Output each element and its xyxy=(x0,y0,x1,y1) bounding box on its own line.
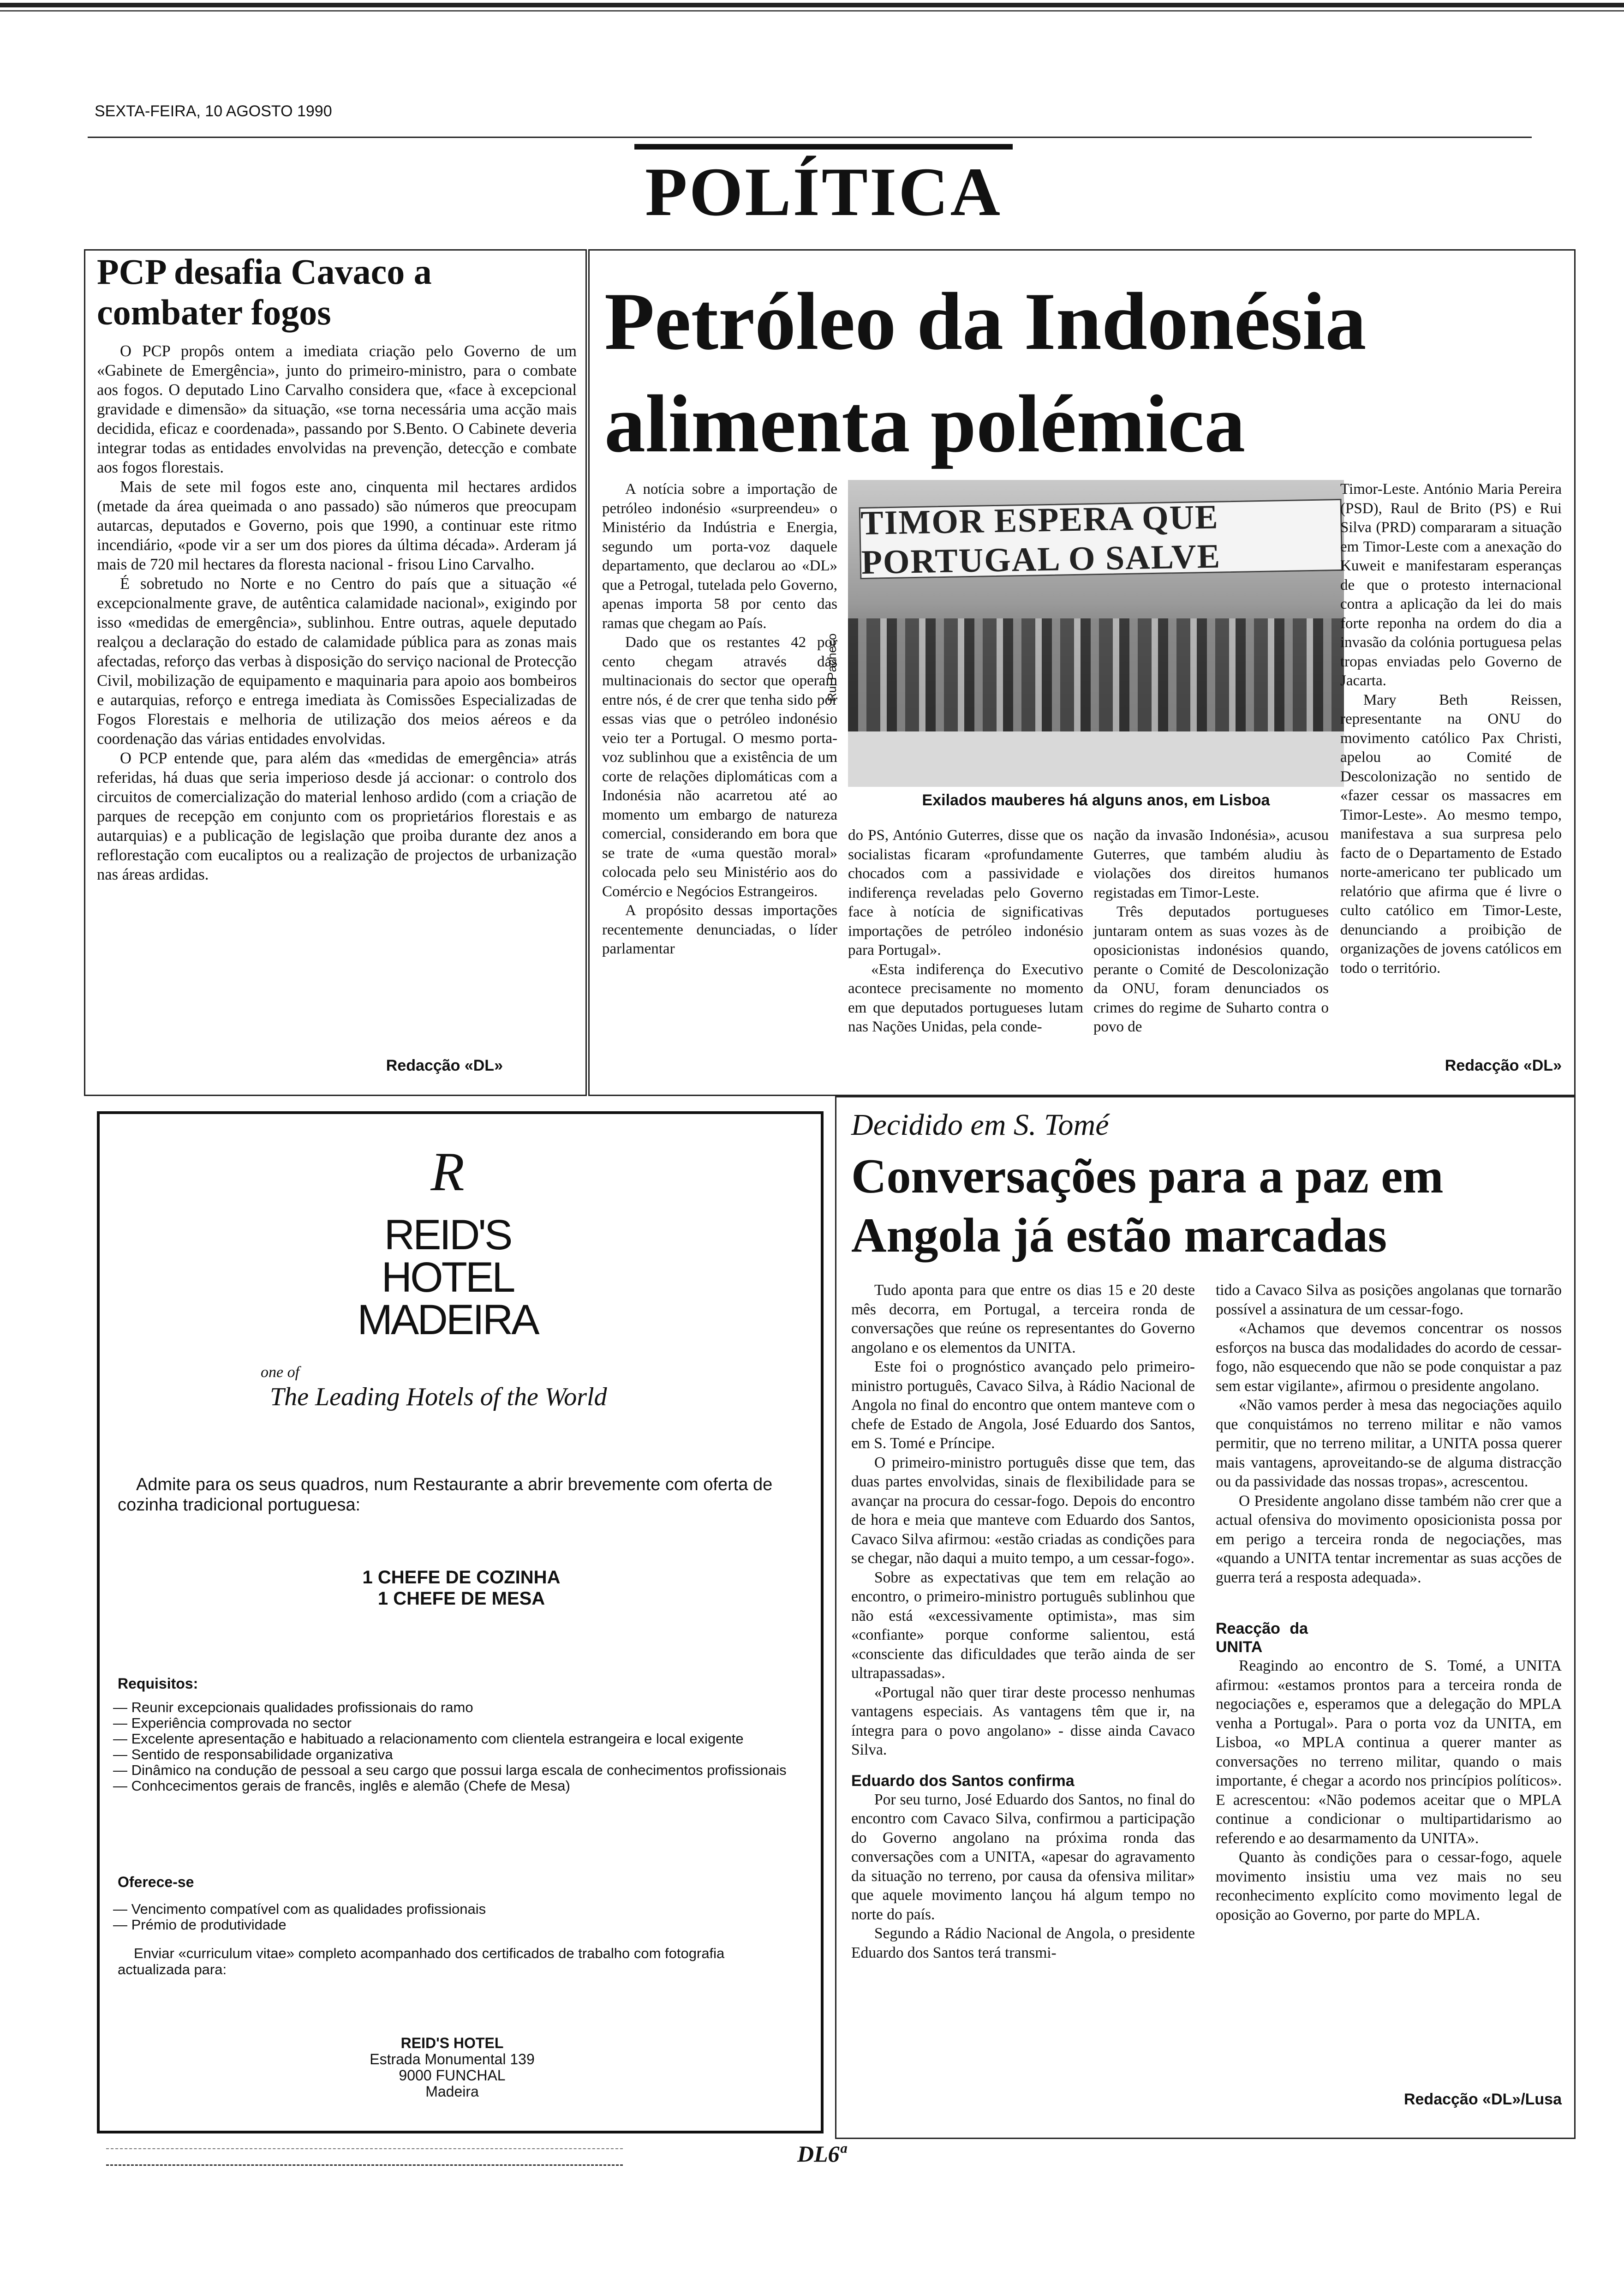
ad-requirements-list xyxy=(113,1700,796,1794)
photo-ground xyxy=(848,731,1344,787)
paragraph: Mais de sete mil fogos este ano, cinquenta mil hectares ardidos (metade da área queimada o ano passado) são números que preocupam autarcas, deputados e Governo, pois que 1990, a continuar este ritmo incendiário, «pode vir a ser um dos piores da última década». Arderam já mais de 720 mil hectares da floresta nacional - frisou Lino Carvalho. xyxy=(97,478,577,573)
offer: — Vencimento compatível com as qualidades profissionais xyxy=(113,1901,486,1917)
address-line: 9000 FUNCHAL xyxy=(399,2067,506,2084)
ad-positions xyxy=(118,1567,805,1609)
paragraph: Mary Beth Reissen, representante na ONU do movimento católico Pax Christi, apelou ao Comité de Descolonização no sentido de «fazer cessar os massacres em Timor-Leste». Ao mesmo tempo, manifestava a sua surpresa pelo facto de o Departamento de Estado norte-americano ter publicado um relatório que afirma que é livre o culto católico em Timor-Leste, denunciando a proibição de organizações de jovens católicos em todo o território. xyxy=(1340,691,1562,977)
paragraph: Este foi o prognóstico avançado pelo primeiro-ministro português, Cavaco Silva, à Rádio Nacional de Angola no final do encontro que ontem manteve com o chefe de Estado de Angola, José Eduardo dos Santos, em S. Tomé e Príncipe. xyxy=(851,1358,1195,1452)
requirement: — Reunir excepcionais qualidades profissionais do ramo xyxy=(113,1699,473,1715)
photo-exiles xyxy=(848,480,1344,787)
article-angola-col2 xyxy=(1216,1281,1562,1924)
reids-hotel-logo xyxy=(351,1211,544,1343)
paragraph: tido a Cavaco Silva as posições angolanas que tornarão possível a assinatura de um cessar-fogo. xyxy=(1216,1282,1562,1318)
ad-intro: Admite para os seus quadros, num Restaurante a abrir brevemente com oferta de cozinha tradicional portuguesa: xyxy=(118,1475,773,1515)
logo-line: HOTEL xyxy=(381,1254,514,1301)
ad-instructions: Enviar «curriculum vitae» completo acompanhado dos certificados de trabalho com fotografia actualizada para: xyxy=(118,1945,725,1977)
paragraph: Timor-Leste. António Maria Pereira (PSD), Raul de Brito (PS) e Rui Silva (PRD) compararam a situação em Timor-Leste com a anexação do Kuweit e manifestaram esperanças de que o protesto internacional contra a aplicação da lei do mais forte reponha na ordem do dia a invasão da colónia portuguesa pelas tropas enviadas pelo Governo de Jacarta. xyxy=(1340,481,1562,689)
photo-banner-text: TIMOR ESPERA QUE PORTUGAL O SALVE xyxy=(859,499,1343,579)
ad-offers-title: Oferece-se xyxy=(118,1874,194,1890)
position: 1 CHEFE DE MESA xyxy=(377,1588,545,1609)
paragraph: Sobre as expectativas que tem em relação ao encontro, o primeiro-ministro português sublinhou que não está «excessivamente optimista», mas sim «confiante» porque conforme salientou, está «consciente das dificuldades que terão ainda de ser ultrapassadas». xyxy=(851,1569,1195,1682)
article-angola-signature: Redacção «DL»/Lusa xyxy=(1403,2091,1562,2108)
article-angola-kicker: Decidido em S. Tomé xyxy=(851,1108,1109,1142)
paragraph: O PCP propôs ontem a imediata criação pelo Governo de um «Gabinete de Emergência», junto do primeiro-ministro, para o combate aos fogos. O deputado Lino Carvalho considera que, «face à excepcional gravidade e dimensão» da situação, «se torna necessária uma acção mais decidida, eficaz e coordenada», passando por S.Bento. O Cabinete deveria integrar todas as entidades envolvidas na prevenção, detecção e combate aos fogos florestais. xyxy=(97,342,577,476)
requirement: — Conhcecimentos gerais de francês, inglês e alemão (Chefe de Mesa) xyxy=(113,1778,570,1794)
footer-dashed-rule xyxy=(106,2164,623,2166)
paragraph: Dado que os restantes 42 por cento chegam através das multinacionais do sector que operam entre nós, é de crer que tenha sido por essas vias que o petróleo indonésio veio ter a Portugal. O mesmo porta-voz sublinhou que a existência de um corte de relações diplomáticas com a Indonésia não acarretou até ao momento um embargo de natureza comercial, considerando em bora que se trate de «uma questão moral» colocada pelo seu Ministério aos do Comércio e Negócios Estrangeiros. xyxy=(602,634,837,900)
page-date: SEXTA-FEIRA, 10 AGOSTO 1990 xyxy=(95,102,332,120)
ad-address xyxy=(323,2035,581,2100)
paragraph: Segundo a Rádio Nacional de Angola, o presidente Eduardo dos Santos terá transmi- xyxy=(851,1925,1195,1961)
paragraph: Por seu turno, José Eduardo dos Santos, no final do encontro com Cavaco Silva, confirmou a participação do Governo angolano na próxima ronda das conversações com a UNITA, «apesar do agravamento da situação no terreno, por causa da ofensiva militar» que aquele movimento lançou há algum tempo no norte do país. xyxy=(851,1791,1195,1923)
ad-requirements-title: Requisitos: xyxy=(118,1675,198,1692)
logo-line: MADEIRA xyxy=(357,1296,538,1343)
article-fires-signature: Redacção «DL» xyxy=(386,1057,503,1074)
top-border-rule-thin xyxy=(0,10,1624,12)
leading-hotels-logo: The Leading Hotels of the World xyxy=(270,1383,607,1411)
requirement: — Sentido de responsabilidade organizativa xyxy=(113,1746,393,1762)
photo-credit: Rui Pacheco xyxy=(825,633,839,701)
article-petroleum-col4 xyxy=(1340,480,1562,978)
article-petroleum-signature: Redacção «DL» xyxy=(1445,1057,1562,1074)
paragraph: É sobretudo no Norte e no Centro do país que a situação «é excepcionalmente grave, de autêntica calamidade nacional», exigindo por isso «medidas de emergência», sublinhou. Entre outras, aquele deputado realçou a declaração do estado de calamidade pública para as zonas mais afectadas, reforço das verbas à disposição do serviço nacional de Protecção Civil, mobilização de equipamento e maquinaria para apoio aos bombeiros e autarquias, reforço e entrega imediata às Comissões Especializadas de Fogos Florestais e melhoria de utilização dos meios aéreos e da coordenação das várias entidades envolvidas. xyxy=(97,575,577,748)
article-angola-col1 xyxy=(851,1281,1195,1962)
offer: — Prémio de produtividade xyxy=(113,1917,287,1933)
paragraph: nação da invasão Indonésia», acusou Guterres, que também aludiu às violações dos direitos humanos registadas em Timor-Leste. xyxy=(1093,827,1329,901)
paragraph: Quanto às condições para o cessar-fogo, aquele movimento insistiu uma vez mais no seu reconhecimento explícito como movimento legal de oposição ao Governo, por parte do MPLA. xyxy=(1216,1849,1562,1923)
position: 1 CHEFE DE COZINHA xyxy=(362,1567,561,1588)
address-line: REID'S HOTEL xyxy=(400,2035,504,2051)
article-petroleum-col1 xyxy=(602,480,837,959)
article-angola-headline: Conversações para a paz em Angola já estão marcadas xyxy=(851,1149,1444,1262)
top-border-rule xyxy=(0,3,1624,7)
paragraph: O primeiro-ministro português disse que tem, das duas partes envolvidas, sinais de flexibilidade para se avançar na procura do cessar-fogo. Depois do encontro de hora e meia que manteve com Eduardo dos Santos, Cavaco Silva afirmou: «estão criadas as condições para se chegar, não daqui a muito tempo, a um cessar-fogo». xyxy=(851,1454,1195,1567)
paragraph: Três deputados portugueses juntaram ontem as suas vozes às de oposicionistas indonésios quando, perante o Comité de Descolonização da ONU, foram denunciados os crimes do regime de Suharto contra o povo de xyxy=(1093,904,1329,1035)
reids-monogram: R xyxy=(430,1141,465,1202)
logo-line: REID'S xyxy=(384,1211,511,1258)
paragraph: «Não vamos perder à mesa das negociações aquilo que conquistámos no terreno militar e não vamos permitir, que no terreno militar, a UNITA possa querer mais vantagens, aproveitando-se de alguma distracção ou da passividade das nossas tropas», acrescentou. xyxy=(1216,1396,1562,1490)
article-petroleum-col2 xyxy=(848,826,1083,1037)
requirement: — Excelente apresentação e habituado a relacionamento com clientela estrangeira e local exigente xyxy=(113,1731,744,1747)
article-petroleum-headline: Petróleo da Indonésia alimenta polémica xyxy=(604,276,1367,469)
photo-caption: Exilados mauberes há alguns anos, em Lisboa xyxy=(922,791,1270,809)
subhead-unita: Reacção da UNITA xyxy=(1216,1620,1308,1656)
header-rule xyxy=(88,137,1532,138)
paragraph: Reagindo ao encontro de S. Tomé, a UNITA afirmou: «estamos prontos para a terceira ronda de negociações e, esperamos que a delegação do MPLA venha a Portugal». Para o porta voz da UNITA, em Lisboa, «o MPLA continua a querer manter as conversações no terreno militar, quando o mais importante, é chegar a acordo nos princípios políticos». E acrescentou: «Não podemos aceitar que o MPLA continue a condicionar o multipartidarismo ao referendo e ao desarmamento da UNITA». xyxy=(1216,1657,1562,1847)
paragraph: A propósito dessas importações recentemente denunciadas, o líder parlamentar xyxy=(602,902,837,957)
footer-logo: DL6ª xyxy=(797,2141,846,2167)
paragraph: O PCP entende que, para além das «medidas de emergência» atrás referidas, há duas que seria imperioso desde já accionar: o controlo dos circuitos de comercialização do material lenhoso ardido (com a criação de parques de recepção em conjunto com os proprietários florestais e as autarquias) e a publicação de legislação que proiba durante dez anos a reflorestação com eucaliptos ou a realização de projectos de urbanização nas áreas ardidas. xyxy=(97,749,577,883)
article-fires-body xyxy=(97,342,577,884)
paragraph: A notícia sobre a importação de petróleo indonésio «surpreendeu» o Ministério da Indústria e Energia, segundo um porta-voz daquele departamento, que declarou ao «DL» que a Petrogal, tutelada pelo Governo, apenas importa 58 por cento das ramas que chegam ao País. xyxy=(602,481,837,632)
paragraph: «Esta indiferença do Executivo acontece precisamente no momento em que deputados portugueses lutam nas Nações Unidas, pela conde- xyxy=(848,961,1083,1035)
requirement: — Experiência comprovada no sector xyxy=(113,1715,352,1731)
paragraph: O Presidente angolano disse também não crer que a actual ofensiva do movimento oposicionista possa por em perigo a terceira ronda de negociações, mas «quando a UNITA tentar incrementar as suas acções de guerra terá a resposta adequada». xyxy=(1216,1492,1562,1586)
address-line: Estrada Monumental 139 xyxy=(370,2051,535,2067)
address-line: Madeira xyxy=(425,2083,479,2100)
subhead-eduardo: Eduardo dos Santos confirma xyxy=(851,1772,1075,1790)
article-petroleum-col3 xyxy=(1093,826,1329,1037)
ad-one-of: one of xyxy=(261,1364,300,1381)
paragraph: «Achamos que devemos concentrar os nossos esforços na busca das modalidades do acordo de cessar-fogo, não esquecendo que não se pode conquistar a paz sem estar vigilante», afirmou o presidente angolano. xyxy=(1216,1320,1562,1395)
article-fires-headline: PCP desafia Cavaco a combater fogos xyxy=(97,252,432,332)
paragraph: do PS, António Guterres, disse que os socialistas ficaram «profundamente chocados com a passividade e indiferença reveladas pelo Governo face à notícia de significativas importações de petróleo indonésio para Portugal». xyxy=(848,827,1083,959)
requirement: — Dinâmico na condução de pessoal a seu cargo que possui larga escala de conhecimentos profissionais xyxy=(113,1762,787,1778)
section-title: POLÍTICA xyxy=(645,154,1002,230)
paragraph: Tudo aponta para que entre os dias 15 e 20 deste mês decorra, em Portugal, a terceira ronda de conversações que reúne os representantes do Governo angolano e os elementos da UNITA. xyxy=(851,1282,1195,1356)
section-bar xyxy=(634,144,1013,150)
footer-dashed-rule xyxy=(106,2148,623,2149)
paragraph: «Portugal não quer tirar deste processo nenhumas vantagens especiais. As vantagens têm que ir, na íntegra para o povo angolano» - disse ainda Cavaco Silva. xyxy=(851,1684,1195,1758)
ad-offers-list xyxy=(113,1901,796,1933)
